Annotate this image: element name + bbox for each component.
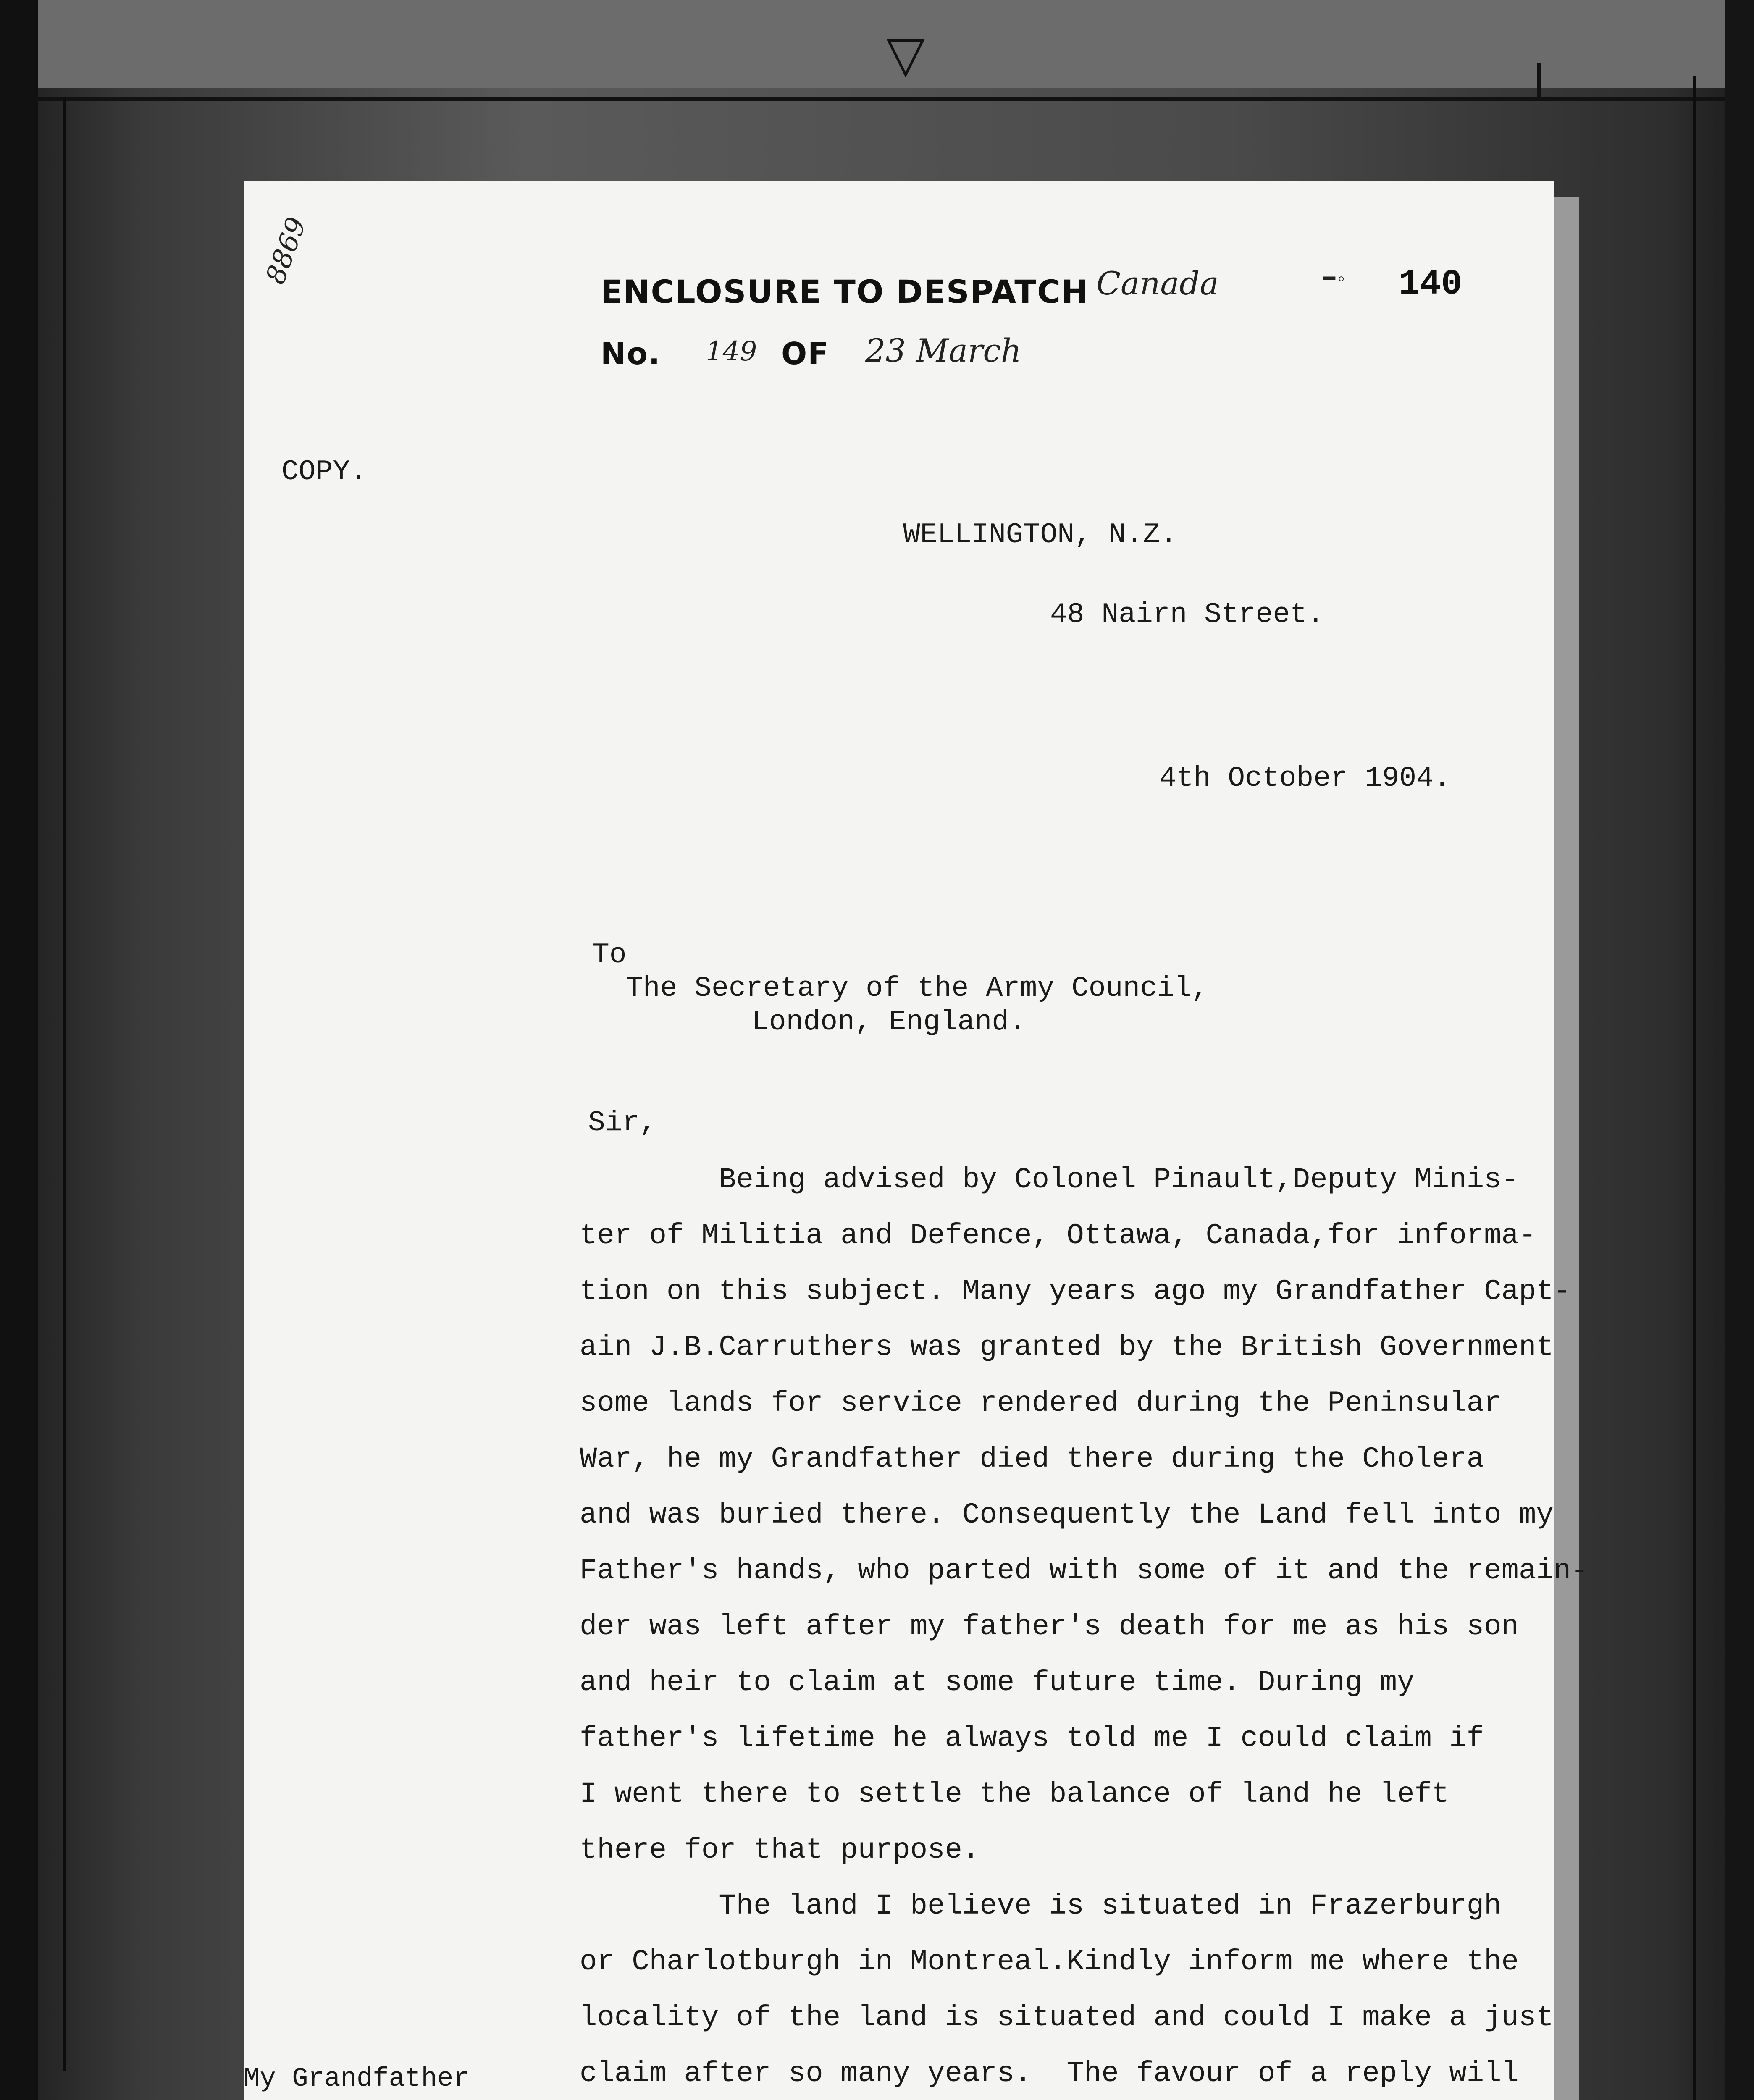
- body-line: I went there to settle the balance of land he left: [580, 1778, 1449, 1811]
- body-line: tion on this subject. Many years ago my Grandfather Capt-: [580, 1275, 1571, 1308]
- body-line: der was left after my father's death for me as his son: [580, 1610, 1519, 1643]
- copy-label: COPY.: [281, 456, 368, 488]
- stamp-ticks-icon: ━◦: [1323, 269, 1347, 291]
- address-street: 48 Nairn Street.: [1050, 598, 1324, 631]
- body-line: or Charlotburgh in Montreal.Kindly inform me where the: [580, 1945, 1519, 1978]
- recipient-line-1: The Secretary of the Army Council,: [626, 972, 1209, 1005]
- body-line: and was buried there. Consequently the Land fell into my: [580, 1499, 1554, 1531]
- document-page: [244, 181, 1554, 2100]
- body-line: father's lifetime he always told me I could claim if: [580, 1722, 1484, 1755]
- body-line: ter of Militia and Defence, Ottawa, Canada,for informa-: [580, 1219, 1536, 1252]
- body-line: and heir to claim at some future time. During my: [580, 1666, 1415, 1699]
- paper-shadow-edge: [1554, 197, 1579, 2100]
- margin-handwritten-number: 8869: [260, 213, 313, 289]
- address-city: WELLINGTON, N.Z.: [903, 519, 1177, 551]
- despatch-no-label: No.: [601, 336, 661, 371]
- frame-line-left: [63, 97, 66, 2071]
- body-line: there for that purpose.: [580, 1834, 980, 1866]
- enclosure-handwritten-country: Canada: [1096, 265, 1219, 302]
- letter-date: 4th October 1904.: [1159, 762, 1451, 795]
- to-label: To: [592, 939, 627, 971]
- body-line: Father's hands, who parted with some of it and the remain-: [580, 1554, 1589, 1587]
- body-line: ain J.B.Carruthers was granted by the British Government: [580, 1331, 1554, 1364]
- salutation: Sir,: [588, 1107, 657, 1139]
- body-line: some lands for service rendered during the Peninsular: [580, 1387, 1502, 1420]
- despatch-date-handwritten: 23 March: [865, 332, 1021, 369]
- page-number-stamp: 140: [1399, 265, 1463, 304]
- film-right-border: [1725, 0, 1754, 2100]
- body-line: claim after so many years. The favour of a reply will: [580, 2057, 1519, 2090]
- recipient-line-2: London, England.: [752, 1006, 1026, 1038]
- body-line: The land I believe is situated in Frazerburgh: [580, 1890, 1502, 1922]
- enclosure-label: ENCLOSURE TO DESPATCH: [601, 273, 1089, 310]
- film-tick-mark: [1537, 63, 1541, 101]
- despatch-no-handwritten: 149: [706, 336, 757, 367]
- despatch-of-label: OF: [781, 336, 830, 371]
- film-top-border: [0, 0, 1754, 88]
- margin-note-line: My Grandfather: [244, 2064, 470, 2094]
- frame-line-top: [38, 97, 1725, 101]
- film-left-border: [0, 0, 38, 2100]
- body-line: Being advised by Colonel Pinault,Deputy Minis-: [580, 1163, 1519, 1196]
- body-line: War, he my Grandfather died there during the Cholera: [580, 1443, 1484, 1475]
- body-line: locality of the land is situated and could I make a just: [580, 2001, 1554, 2034]
- film-notch-icon: ▽: [886, 25, 925, 84]
- frame-line-right: [1693, 76, 1696, 2100]
- margin-note: [244, 2012, 566, 2100]
